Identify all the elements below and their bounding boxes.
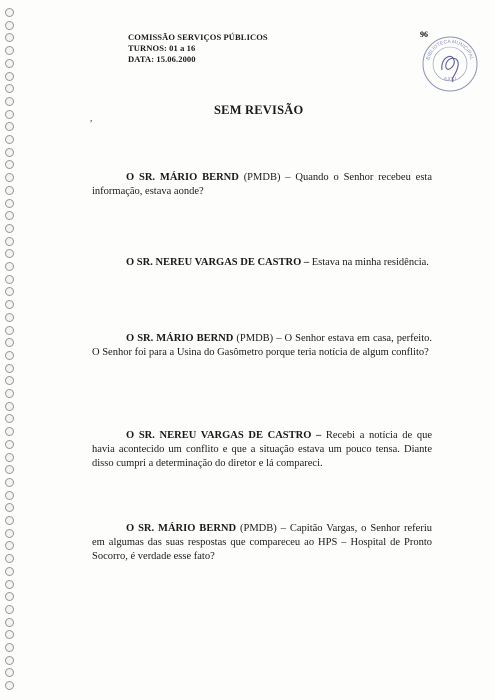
binder-hole [5, 478, 14, 487]
paragraph-text: – O Senhor estava em casa, perfeito. O Senhor foi para a Usina do Gasômetro porque teria notícia de algum conflito? [92, 333, 432, 358]
binder-hole [5, 567, 14, 576]
binder-hole [5, 33, 14, 42]
binder-hole [5, 618, 14, 627]
binder-hole [5, 59, 14, 68]
binder-hole [5, 351, 14, 360]
binder-hole [5, 313, 14, 322]
paragraph-text: Recebi a notícia de que havia acontecido um conflito e que a situação estava um pouco tensa. Diante disso cumpri a determinação do diretor e lá compareci. [92, 430, 432, 469]
binder-hole [5, 237, 14, 246]
binder-hole [5, 414, 14, 423]
binder-hole [5, 249, 14, 258]
speaker-name: O SR. NEREU VARGAS DE CASTRO – [126, 430, 322, 441]
binder-hole [5, 554, 14, 563]
binder-hole [5, 402, 14, 411]
stamp-bottom-text: AJOU [442, 75, 458, 83]
binder-hole [5, 199, 14, 208]
binder-hole [5, 160, 14, 169]
binder-hole [5, 643, 14, 652]
speaker-name: O SR. MÁRIO BERND [126, 172, 239, 183]
binder-hole [5, 503, 14, 512]
binder-hole [5, 668, 14, 677]
binder-hole [5, 122, 14, 131]
binder-hole [5, 275, 14, 284]
binder-hole [5, 21, 14, 30]
binder-hole [5, 211, 14, 220]
header-commission: COMISSÃO SERVIÇOS PÚBLICOS [128, 32, 268, 42]
header-date: DATA: 15.06.2000 [128, 54, 196, 64]
margin-mark: , [90, 113, 93, 123]
binder-hole [5, 529, 14, 538]
binder-hole [5, 148, 14, 157]
binder-hole [5, 681, 14, 690]
speaker-party: (PMDB) [238, 172, 281, 183]
paragraph-text: Estava na minha residência. [309, 257, 429, 268]
paragraph-text: – Quando o Senhor recebeu esta informação, estava aonde? [92, 172, 432, 197]
speaker-name: O SR. MÁRIO BERND [126, 333, 234, 344]
binder-hole [5, 592, 14, 601]
binder-hole [5, 389, 14, 398]
speaker-party: (PMDB) [233, 333, 274, 344]
transcript-paragraph [92, 256, 432, 270]
binder-hole [5, 605, 14, 614]
binder-hole [5, 135, 14, 144]
speaker-name: O SR. MÁRIO BERND [126, 523, 237, 534]
binder-hole [5, 84, 14, 93]
speaker-name: O SR. NEREU VARGAS DE CASTRO – [126, 257, 310, 268]
transcript-paragraph [92, 429, 432, 471]
binder-holes [2, 8, 16, 698]
svg-text:AJOU [443, 76, 458, 83]
document-header [128, 32, 268, 65]
binder-hole [5, 453, 14, 462]
binder-hole [5, 541, 14, 550]
binder-hole [5, 465, 14, 474]
paragraph-text: – Capitão Vargas, o Senhor referiu em algumas das suas respostas que compareceu ao HPS – Hospital de Pronto Socorro, é verdade esse fato? [92, 523, 432, 562]
binder-hole [5, 427, 14, 436]
binder-hole [5, 262, 14, 271]
binder-hole [5, 440, 14, 449]
binder-hole [5, 287, 14, 296]
stamp-top-text: BIBLIOTECA MUNICIPAL [425, 38, 475, 61]
binder-hole [5, 72, 14, 81]
binder-hole [5, 173, 14, 182]
transcript-paragraph [92, 522, 432, 564]
binder-hole [5, 224, 14, 233]
binder-hole [5, 326, 14, 335]
binder-hole [5, 110, 14, 119]
binder-hole [5, 300, 14, 309]
page-number: 96 [420, 30, 428, 39]
svg-text:BIBLIOTECA MUNICIPAL [425, 39, 474, 61]
page-title: SEM REVISÃO [214, 103, 304, 117]
binder-hole [5, 376, 14, 385]
header-shifts: TURNOS: 01 a 16 [128, 43, 196, 53]
binder-hole [5, 97, 14, 106]
binder-hole [5, 364, 14, 373]
transcript-paragraph [92, 171, 432, 199]
speaker-party: (PMDB) [236, 523, 277, 534]
binder-hole [5, 491, 14, 500]
binder-hole [5, 186, 14, 195]
binder-hole [5, 516, 14, 525]
binder-hole [5, 338, 14, 347]
transcript-paragraph [92, 332, 432, 360]
binder-hole [5, 656, 14, 665]
binder-hole [5, 46, 14, 55]
binder-hole [5, 580, 14, 589]
binder-hole [5, 8, 14, 17]
binder-hole [5, 630, 14, 639]
library-stamp [420, 34, 480, 94]
